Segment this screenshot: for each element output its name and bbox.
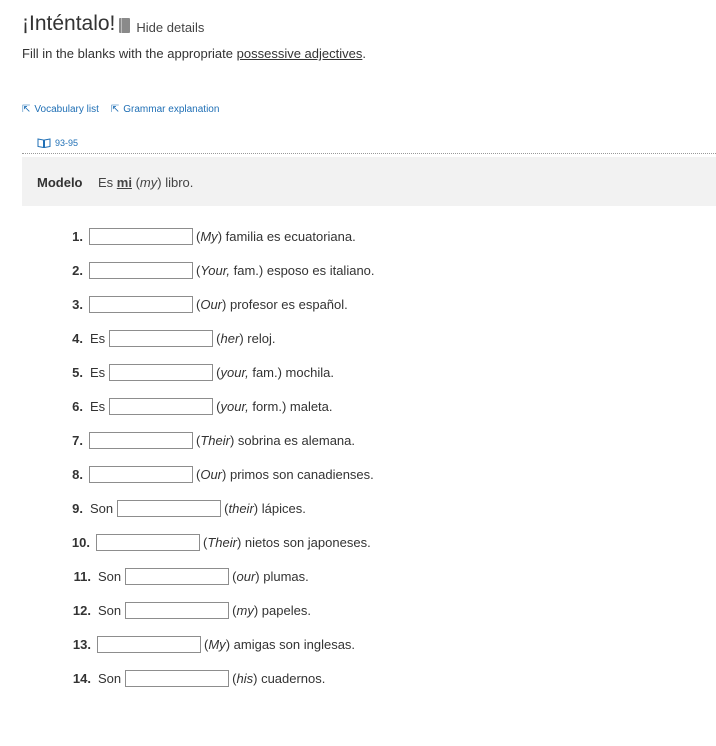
arrow-up-left-icon: ⇱ <box>110 104 120 115</box>
item-rest: nietos son japoneses. <box>244 534 371 550</box>
answer-input[interactable] <box>89 432 193 449</box>
item-prefix: Son <box>98 670 122 686</box>
exercise-item <box>71 565 309 587</box>
model-hint: my <box>139 175 158 190</box>
answer-input[interactable] <box>117 500 221 517</box>
answer-input[interactable] <box>89 228 193 245</box>
item-number: 5. <box>72 364 83 380</box>
hint-word: my <box>236 602 254 618</box>
hint-word: My <box>208 636 226 652</box>
vocabulary-list-label: Vocabulary list <box>34 104 99 115</box>
exercise-item <box>63 293 348 315</box>
item-hint: (Their) nietos son japoneses. <box>203 534 371 550</box>
hint-word: your, <box>220 398 249 414</box>
item-rest: reloj. <box>247 330 276 346</box>
item-prefix: Es <box>90 364 106 380</box>
item-prefix: Son <box>90 500 114 516</box>
item-prefix: Es <box>90 398 106 414</box>
exercise-item <box>70 531 371 553</box>
exercise-item <box>63 395 333 417</box>
item-hint: (My) familia es ecuatoriana. <box>196 228 356 244</box>
item-hint: (My) amigas son inglesas. <box>204 636 356 652</box>
item-number: 10. <box>71 534 90 550</box>
arrow-up-left-icon: ⇱ <box>22 104 31 115</box>
item-hint: (your, form.) maleta. <box>216 398 333 414</box>
model-sentence <box>98 175 193 190</box>
item-number: 6. <box>72 398 83 414</box>
hint-word: their <box>228 500 254 516</box>
vocabulary-list-link[interactable] <box>22 104 99 115</box>
hint-word: Our <box>200 466 223 482</box>
possessive-adjectives-link[interactable]: possessive adjectives <box>236 46 363 61</box>
exercise-item <box>63 361 334 383</box>
item-number: 13. <box>72 636 91 652</box>
item-rest: plumas. <box>263 568 309 584</box>
reference-links <box>22 104 219 115</box>
item-rest: form.) maleta. <box>252 398 333 414</box>
answer-input[interactable] <box>109 330 213 347</box>
exercise-item <box>63 259 375 281</box>
answer-input[interactable] <box>96 534 200 551</box>
item-hint: (your, fam.) mochila. <box>216 364 334 380</box>
instructions <box>22 46 366 61</box>
header <box>22 10 204 38</box>
exercise-item <box>63 327 275 349</box>
item-rest: amigas son inglesas. <box>233 636 356 652</box>
answer-input[interactable] <box>89 296 193 313</box>
item-rest: cuadernos. <box>261 670 326 686</box>
divider <box>22 153 716 154</box>
item-hint: (Their) sobrina es alemana. <box>196 432 355 448</box>
exercise-item <box>71 633 355 655</box>
hide-details-link[interactable]: Hide details <box>136 20 205 35</box>
item-number: 9. <box>72 500 83 516</box>
item-rest: fam.) esposo es italiano. <box>233 262 375 278</box>
textbook-page-reference[interactable] <box>37 138 78 148</box>
exercise-item <box>71 599 311 621</box>
hint-word: his <box>236 670 254 686</box>
model-answer: mi <box>116 175 132 190</box>
item-number: 14. <box>72 670 91 686</box>
item-hint: (my) papeles. <box>232 602 311 618</box>
item-number: 2. <box>72 262 83 278</box>
answer-input[interactable] <box>89 466 193 483</box>
exercise-item <box>71 667 325 689</box>
hint-word: Our <box>200 296 223 312</box>
answer-input[interactable] <box>109 398 213 415</box>
grammar-explanation-label: Grammar explanation <box>123 104 220 115</box>
instructions-text: Fill in the blanks with the appropriate <box>22 46 237 61</box>
model-text-before: Es <box>98 175 117 190</box>
exercise-item <box>63 429 355 451</box>
answer-input[interactable] <box>125 670 229 687</box>
item-hint: (Our) primos son canadienses. <box>196 466 374 482</box>
page-range: 93-95 <box>55 138 79 148</box>
item-number: 7. <box>72 432 83 448</box>
item-prefix: Son <box>98 602 122 618</box>
model-hint-close: ) libro. <box>157 175 194 190</box>
item-prefix: Es <box>90 330 106 346</box>
item-hint: (his) cuadernos. <box>232 670 326 686</box>
item-hint: (Your, fam.) esposo es italiano. <box>196 262 375 278</box>
item-number: 4. <box>72 330 83 346</box>
exercise-item <box>63 225 356 247</box>
hint-word: Their <box>207 534 237 550</box>
hint-word: her <box>220 330 240 346</box>
item-number: 8. <box>72 466 83 482</box>
item-number: 3. <box>72 296 83 312</box>
item-hint: (her) reloj. <box>216 330 276 346</box>
item-rest: fam.) mochila. <box>252 364 334 380</box>
answer-input[interactable] <box>89 262 193 279</box>
item-rest: familia es ecuatoriana. <box>225 228 356 244</box>
answer-input[interactable] <box>125 568 229 585</box>
page-title: ¡Inténtalo! <box>22 12 116 35</box>
exercise-item <box>63 463 374 485</box>
hint-word: Their <box>200 432 230 448</box>
item-rest: lápices. <box>261 500 306 516</box>
instructions-period: . <box>362 46 366 61</box>
hint-word: My <box>200 228 218 244</box>
answer-input[interactable] <box>109 364 213 381</box>
item-rest: primos son canadienses. <box>229 466 374 482</box>
hint-word: your, <box>220 364 249 380</box>
book-icon[interactable] <box>119 18 130 33</box>
model-label: Modelo <box>37 175 83 190</box>
hint-word: our <box>236 568 256 584</box>
answer-input[interactable] <box>97 636 201 653</box>
item-number: 12. <box>72 602 91 618</box>
hint-word: Your, <box>200 262 230 278</box>
model-hint-open: ( <box>131 175 140 190</box>
item-rest: profesor es español. <box>229 296 348 312</box>
open-book-icon <box>37 138 51 148</box>
model-example <box>22 157 716 206</box>
item-prefix: Son <box>98 568 122 584</box>
answer-input[interactable] <box>125 602 229 619</box>
item-number: 1. <box>72 228 83 244</box>
grammar-explanation-link[interactable] <box>111 104 220 115</box>
item-rest: sobrina es alemana. <box>237 432 355 448</box>
item-number: 11. <box>73 568 91 584</box>
item-hint: (our) plumas. <box>232 568 309 584</box>
item-hint: (their) lápices. <box>224 500 306 516</box>
item-hint: (Our) profesor es español. <box>196 296 348 312</box>
item-rest: papeles. <box>261 602 311 618</box>
exercise-item <box>63 497 306 519</box>
